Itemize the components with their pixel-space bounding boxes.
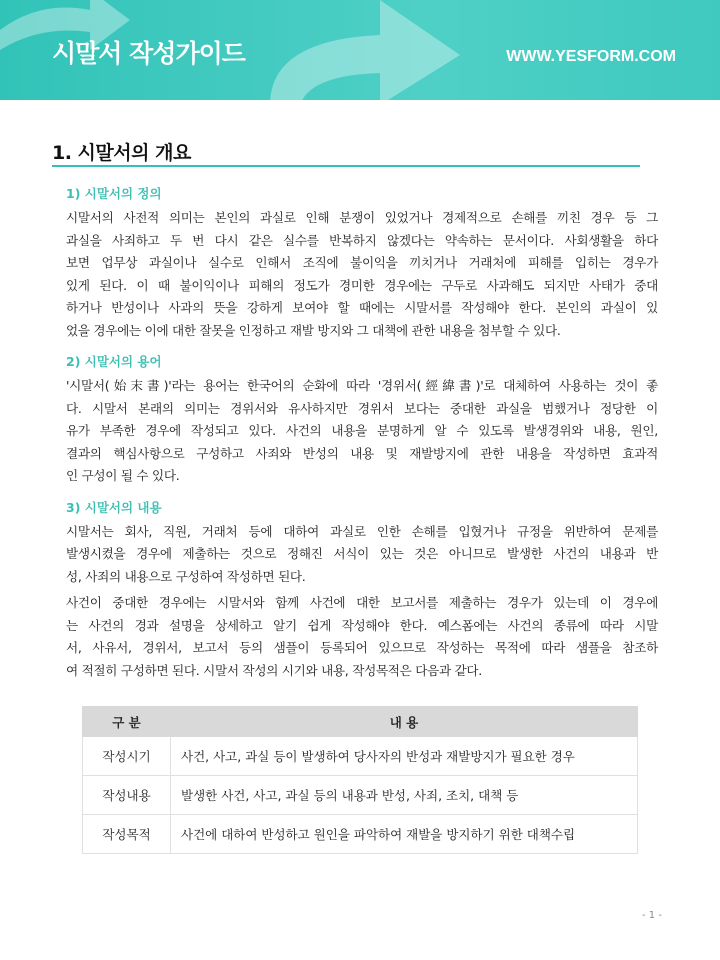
site-url[interactable]: WWW.YESFORM.COM xyxy=(506,48,676,65)
paragraph xyxy=(66,207,658,342)
paragraph-line: 었을 경우에는 이에 대한 잘못을 인정하고 재발 방지와 그 대책에 관한 내용을 첨부할 수 있다. xyxy=(66,322,561,338)
table-row xyxy=(83,815,638,854)
paragraph xyxy=(66,375,658,488)
table-cell: 작성목적 xyxy=(83,815,171,854)
paragraph-line: 사건이 중대한 경우에는 시말서와 함께 사건에 대한 보고서를 제출하는 경우가 있는데 이 경우에 xyxy=(66,595,658,610)
table-cell: 사건, 사고, 과실 등이 발생하여 당사자의 반성과 재발방지가 필요한 경우 xyxy=(171,737,638,776)
subsection-title: 3) 시말서의 내용 xyxy=(66,499,162,515)
arrow-decoration-icon xyxy=(230,0,490,100)
paragraph-line: '시말서(始末書)'라는 용어는 한국어의 순화에 따라 '경위서(經緯書)'로 대체하여 사용하는 것이 좋 xyxy=(66,378,658,393)
paragraph-line: 서, 사유서, 경위서, 보고서 등의 샘플이 등록되어 있으므로 작성하는 목적에 따라 샘플을 참조하 xyxy=(66,640,658,655)
subsection-title: 2) 시말서의 용어 xyxy=(66,354,162,369)
paragraph-line: 시말서의 사전적 의미는 본인의 과실로 인해 분쟁이 있었거나 경제적으로 손해를 끼친 경우 등 그 xyxy=(66,210,658,225)
header-title: 시말서 작성가이드 xyxy=(52,39,245,68)
paragraph-line: 결과의 핵심사항으로 구성하고 사죄와 반성의 내용 및 재발방지에 관한 내용을 작성하면 효과적 xyxy=(66,445,658,461)
subsection-title: 1) 시말서의 정의 xyxy=(66,186,162,201)
table-header: 내 용 xyxy=(171,707,638,737)
table-cell: 작성내용 xyxy=(83,776,171,815)
section-content xyxy=(66,184,658,686)
paragraph-line: 하거나 반성이나 사과의 뜻을 강하게 보여야 할 때에는 시말서를 작성해야 한다. 본인의 과실이 있 xyxy=(66,300,658,315)
paragraph-line: 는 사건의 경과 설명을 상세하고 알기 쉽게 작성해야 한다. 예스폼에는 사건의 종류에 따라 시말 xyxy=(66,617,658,633)
table-cell: 작성시기 xyxy=(83,737,171,776)
page-number: - 1 - xyxy=(642,910,662,921)
paragraph-line: 보면 업무상 과실이나 실수로 인해서 조직에 불이익을 끼치거나 거래처에 피해를 입히는 경우가 xyxy=(66,255,658,270)
section-divider xyxy=(52,165,640,167)
paragraph-line: 발생시켰을 경우에 제출하는 것으로 정해진 서식이 있는 것은 아니므로 발생한 사건의 내용과 반 xyxy=(66,546,658,561)
paragraph-line: 여 적절히 구성하면 된다. 시말서 작성의 시기와 내용, 작성목적은 다음과 같다. xyxy=(66,662,482,678)
summary-table xyxy=(82,706,638,854)
paragraph-line: 시말서는 회사, 직원, 거래처 등에 대하여 과실로 인한 손해를 입혔거나 규정을 위반하여 문제를 xyxy=(66,523,658,539)
paragraph-line: 다. 시말서 본래의 의미는 경위서와 유사하지만 경위서 보다는 중대한 과실을 범했거나 정당한 이 xyxy=(66,400,658,416)
table-row xyxy=(83,776,638,815)
paragraph-line: 있게 된다. 이 때 불이익이나 피해의 정도가 경미한 경우에는 구두로 사과해도 되지만 사태가 중대 xyxy=(66,277,658,293)
table-row xyxy=(83,737,638,776)
paragraph-line: 성, 사죄의 내용으로 구성하여 작성하면 된다. xyxy=(66,568,306,584)
paragraph xyxy=(66,521,658,589)
paragraph xyxy=(66,592,658,682)
paragraph-line: 과실을 사죄하고 두 번 다시 같은 실수를 반복하지 않겠다는 약속하는 문서이다. 사회생활을 하다 xyxy=(66,232,658,248)
section-title: 1. 시말서의 개요 xyxy=(52,142,191,164)
table-cell: 사건에 대하여 반성하고 원인을 파악하여 재발을 방지하기 위한 대책수립 xyxy=(171,815,638,854)
paragraph-line: 인 구성이 될 수 있다. xyxy=(66,468,180,483)
paragraph-line: 유가 부족한 경우에 작성되고 있다. 사건의 내용을 분명하게 알 수 있도록 발생경위와 내용, 원인, xyxy=(66,423,658,438)
table-cell: 발생한 사건, 사고, 과실 등의 내용과 반성, 사죄, 조치, 대책 등 xyxy=(171,776,638,815)
table-header: 구 분 xyxy=(83,707,171,737)
header-banner xyxy=(0,0,720,100)
